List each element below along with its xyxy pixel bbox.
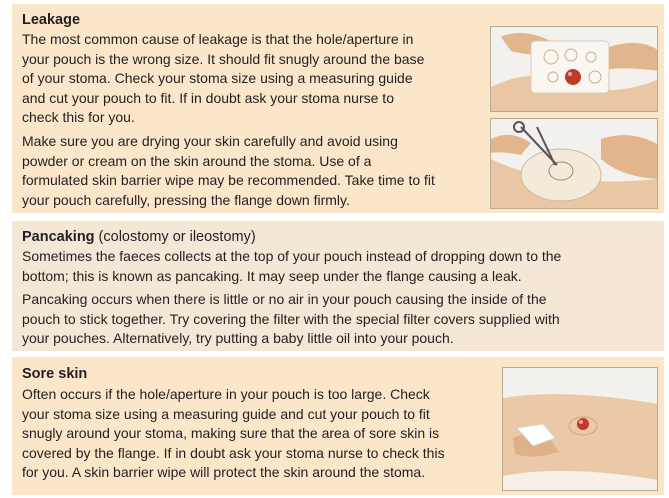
leakage-section — [12, 4, 664, 213]
sore-skin-section — [12, 357, 664, 495]
paragraph — [22, 30, 424, 128]
text-line: Make sure you are drying your skin carefully and avoid using — [22, 133, 398, 149]
measuring-guide-illustration — [490, 26, 658, 112]
text-line: The most common cause of leakage is that the hole/aperture in — [22, 31, 414, 47]
text-line: pouch to stick together. Try covering the filter with the special filter covers supplied with — [22, 310, 560, 327]
text-line: Pancaking occurs when there is little or no air in your pouch causing the inside of the — [22, 291, 547, 307]
text-line: powder or cream on the skin around the stoma. Use of a — [22, 152, 372, 169]
text-line: your stoma size using a measuring guide and cut your pouch to fit — [22, 405, 430, 422]
section-subtitle: (colostomy or ileostomy) — [94, 229, 256, 245]
section-title: Pancaking (colostomy or ileostomy) — [22, 229, 256, 245]
text-line: bottom; this is known as pancaking. It may seep under the flange causing a leak. — [22, 267, 522, 284]
skin-barrier-wipe-illustration — [502, 367, 658, 491]
paragraph — [22, 290, 560, 349]
skin-wipe-icon — [503, 368, 658, 491]
section-title: Leakage — [22, 12, 81, 28]
measuring-guide-icon — [491, 27, 658, 112]
paragraph — [22, 247, 561, 286]
text-line: Sometimes the faeces collects at the top of your pouch instead of dropping down to the — [22, 248, 562, 264]
text-line: your pouch is the wrong size. It should fit snugly around the base — [22, 50, 425, 67]
scissors-cutting-pouch-illustration — [490, 118, 658, 209]
text-line: for you. A skin barrier wipe will protect the skin around the stoma. — [22, 464, 426, 480]
text-line: and cut your pouch to fit. If in doubt ask your stoma nurse to — [22, 89, 394, 106]
text-line: your pouches. Alternatively, try putting a baby little oil into your pouch. — [22, 330, 454, 346]
paragraph — [22, 385, 445, 483]
scissors-icon — [491, 119, 658, 209]
text-line: of your stoma. Check your stoma size using a measuring guide — [22, 70, 413, 86]
text-line: Often occurs if the hole/aperture in your pouch is too large. Check — [22, 386, 430, 402]
section-title: Sore skin — [22, 366, 88, 382]
text-line: snugly around your stoma, making sure that the area of sore skin is — [22, 425, 440, 441]
text-line: check this for you. — [22, 109, 135, 125]
paragraph — [22, 132, 435, 210]
text-line: formulated skin barrier wipe may be recommended. Take time to fit — [22, 172, 435, 188]
text-line: covered by the flange. If in doubt ask your stoma nurse to check this — [22, 444, 445, 461]
pancaking-section — [12, 221, 664, 351]
text-line: your pouch carefully, pressing the flange down firmly. — [22, 191, 350, 208]
